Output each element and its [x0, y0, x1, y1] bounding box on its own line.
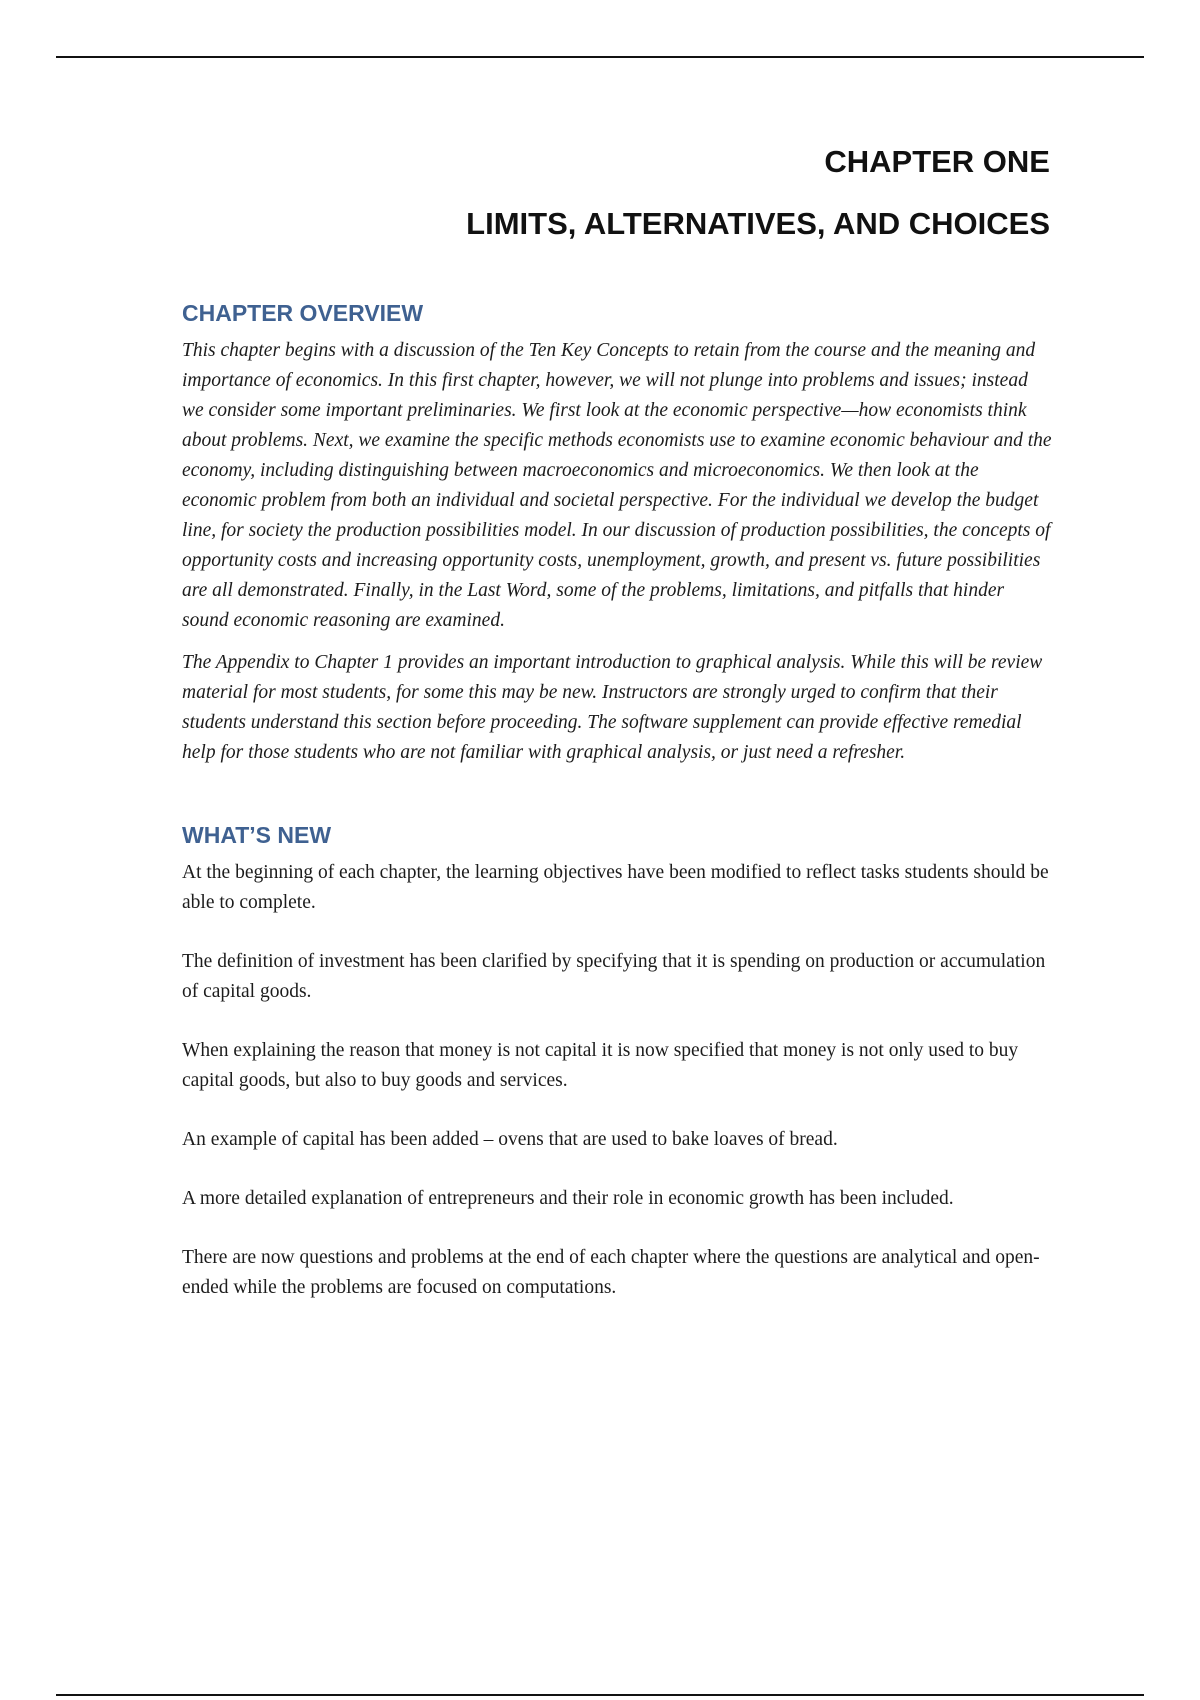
whats-new-section [182, 820, 1052, 1303]
whats-new-item: There are now questions and problems at the end of each chapter where the questions are analytical and open-ended while the problems are focused on computations. [182, 1247, 1040, 1298]
whats-new-item: At the beginning of each chapter, the learning objectives have been modified to reflect tasks students should be able to complete. [182, 862, 1049, 913]
overview-paragraph: This chapter begins with a discussion of the Ten Key Concepts to retain from the course and the meaning and importance of economics. In this first chapter, however, we will not plunge into problems and issues; instead we consider some important preliminaries. We first look at the economic perspective—how economists think about problems. Next, we examine the specific methods economists use to examine economic behaviour and the economy, including distinguishing between macroeconomics and microeconomics. We then look at the economic problem from both an individual and societal perspective. For the individual we develop the budget line, for society the production possibilities model. In our discussion of production possibilities, the concepts of opportunity costs and increasing opportunity costs, unemployment, growth, and present vs. future possibilities are all demonstrated. Finally, in the Last Word, some of the problems, limitations, and pitfalls that hinder sound economic reasoning are examined. [182, 340, 1052, 631]
chapter-number: CHAPTER ONE [824, 144, 1050, 179]
chapter-header [466, 140, 1050, 246]
overview-paragraph: The Appendix to Chapter 1 provides an important introduction to graphical analysis. While this will be review material for most students, for some this may be new. Instructors are strongly urged to confirm that their students understand this section before proceeding. The software supplement can provide effective remedial help for those students who are not familiar with graphical analysis, or just need a refresher. [182, 652, 1043, 763]
whats-new-item: An example of capital has been added – ovens that are used to bake loaves of bread. [182, 1129, 838, 1150]
page-content [182, 298, 1052, 1332]
whats-new-item: When explaining the reason that money is not capital it is now specified that money is not only used to buy capital goods, but also to buy goods and services. [182, 1040, 1019, 1091]
whats-new-heading: WHAT’S NEW [182, 822, 332, 848]
whats-new-item: The definition of investment has been clarified by specifying that it is spending on production or accumulation of capital goods. [182, 951, 1046, 1002]
chapter-overview-heading: CHAPTER OVERVIEW [182, 300, 424, 326]
bottom-rule [56, 1694, 1144, 1696]
chapter-title: LIMITS, ALTERNATIVES, AND CHOICES [466, 206, 1050, 241]
top-rule [56, 56, 1144, 58]
chapter-overview-section [182, 298, 1052, 768]
whats-new-item: A more detailed explanation of entrepreneurs and their role in economic growth has been included. [182, 1188, 954, 1209]
